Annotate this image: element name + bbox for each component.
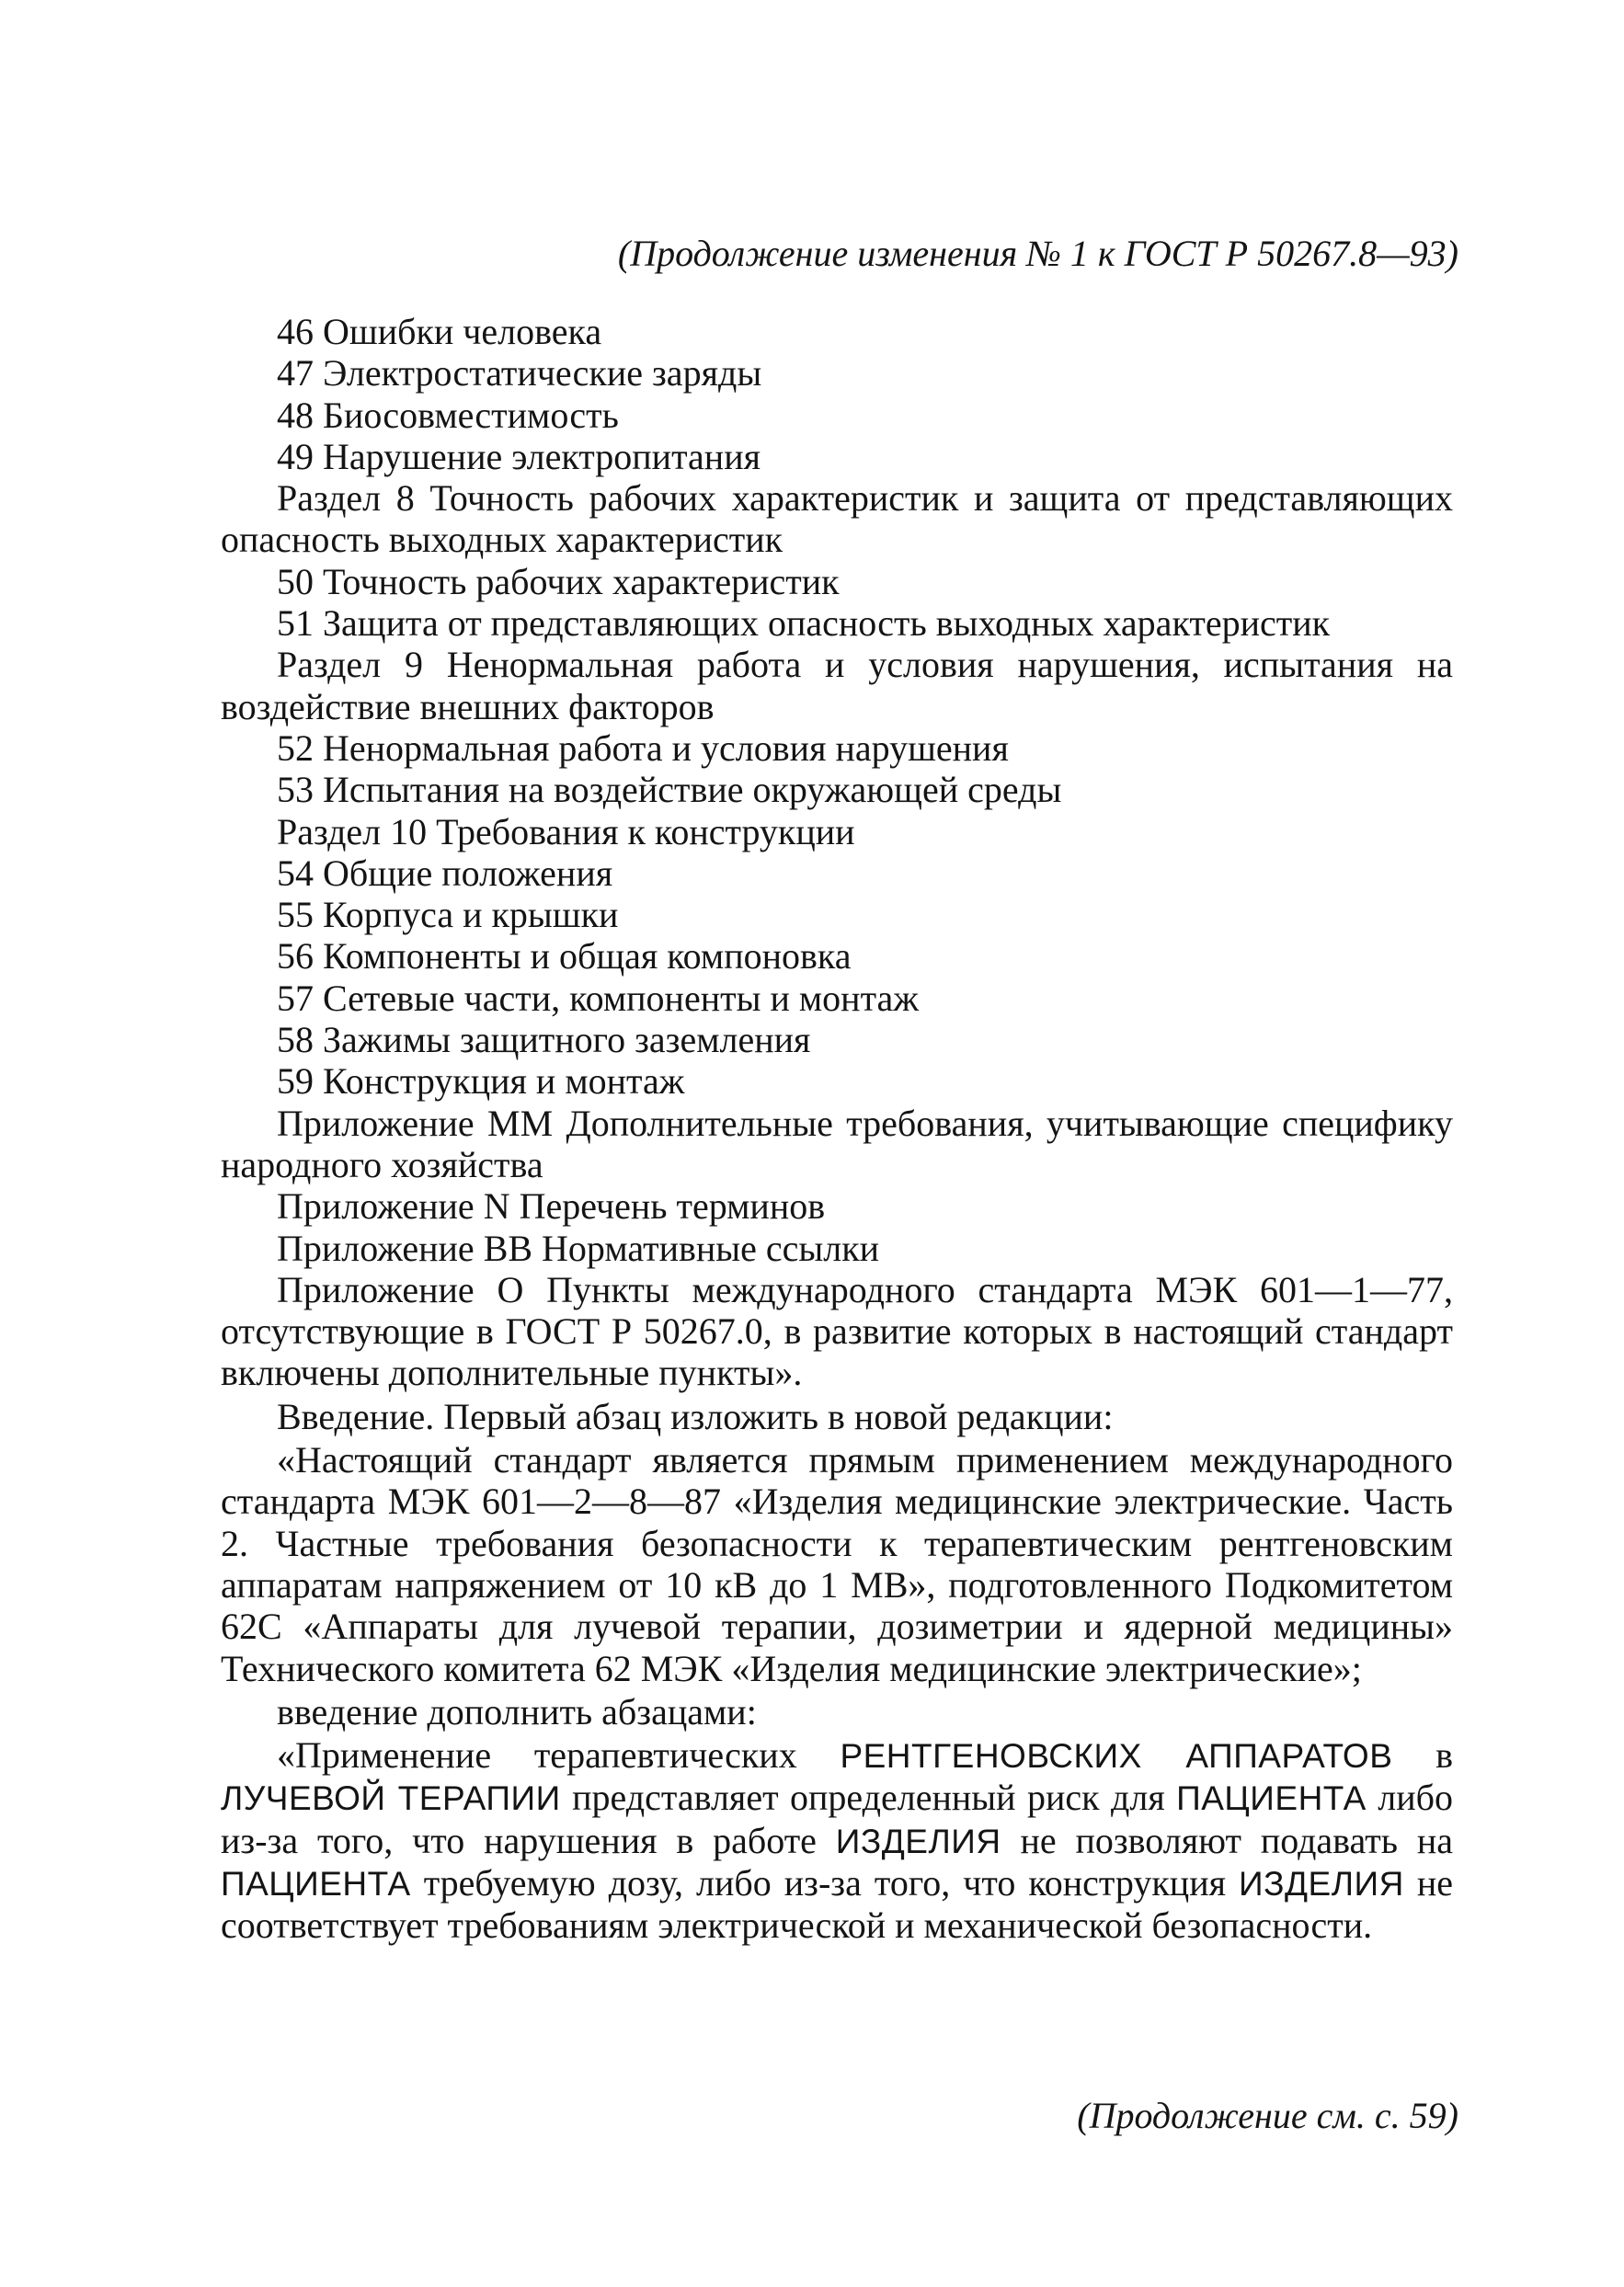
intro-instruction: Введение. Первый абзац изложить в новой редакции:: [277, 1395, 1114, 1437]
contents-section-heading: Раздел 8 Точность рабочих характеристик и защита от представляющих опасность выходных характеристик: [221, 477, 1453, 561]
text-run: не позволяют подавать на: [1001, 1819, 1453, 1861]
contents-line: 59 Конструкция и монтаж: [277, 1060, 685, 1103]
contents-appendix: Приложение N Перечень терминов: [277, 1185, 826, 1228]
term-caps: ПАЦИЕНТА: [1176, 1779, 1367, 1818]
continuation-footer: (Продолжение см. с. 59): [1077, 2095, 1458, 2136]
contents-line: 55 Корпуса и крышки: [277, 894, 619, 936]
text-run: либо из-за того, что нарушения в работе: [221, 1777, 1453, 1861]
contents-line: 50 Точность рабочих характеристик: [277, 560, 840, 602]
term-caps: ЛУЧЕВОЙ ТЕРАПИИ: [221, 1779, 561, 1818]
risk-paragraph: [221, 1734, 1453, 1946]
term-caps: ИЗДЕЛИЯ: [1239, 1864, 1404, 1903]
contents-line: 49 Нарушение электропитания: [277, 435, 761, 477]
running-header: (Продолжение изменения № 1 к ГОСТ Р 50267.8—93): [617, 233, 1458, 274]
term-caps: ИЗДЕЛИЯ: [835, 1822, 1001, 1860]
contents-appendix: Приложение ММ Дополнительные требования, учитывающие специфику народного хозяйства: [221, 1102, 1453, 1185]
term-caps: РЕНТГЕНОВСКИХ АППАРАТОВ: [840, 1737, 1393, 1776]
text-run: требуемую дозу, либо из-за того, что конструкция: [410, 1861, 1240, 1904]
contents-line: 48 Биосовместимость: [277, 394, 619, 436]
text-run: в: [1392, 1734, 1454, 1777]
contents-line: 47 Электростатические заряды: [277, 352, 762, 395]
term-caps: ПАЦИЕНТА: [221, 1864, 411, 1903]
document-body: [221, 311, 1453, 1947]
text-run: не соответствует требованиям электрической и механической безопасности.: [221, 1861, 1453, 1947]
contents-line: 56 Компоненты и общая компоновка: [277, 935, 852, 978]
new-first-paragraph: «Настоящий стандарт является прямым применением международного стандарта МЭК 601—2—8—87 «Изделия медицинские электрические. Часть 2. Частные требования безопасности к терапевтическим рентгеновским аппаратам напряжением от 10 кВ до 1 МВ», подготовленного Подкомитетом 62С «Аппараты для лучевой терапии, дозиметрии и ядерной медицины» Технического комитета 62 МЭК «Изделия медицинские электрические»;: [221, 1439, 1453, 1689]
contents-section-heading: Раздел 10 Требования к конструкции: [277, 810, 855, 852]
contents-line: 52 Ненормальная работа и условия нарушения: [277, 726, 1009, 769]
contents-line: 58 Зажимы защитного заземления: [277, 1019, 811, 1061]
contents-appendix: Приложение О Пункты международного стандарта МЭК 601—1—77, отсутствующие в ГОСТ Р 50267.0, в развитие которых в настоящий стандарт включены дополнительные пункты».: [221, 1268, 1453, 1394]
contents-line: 57 Сетевые части, компоненты и монтаж: [277, 977, 919, 1019]
contents-line: 53 Испытания на воздействие окружающей среды: [277, 769, 1062, 811]
supplement-instruction: введение дополнить абзацами:: [277, 1690, 757, 1732]
text-run: «Применение терапевтических: [277, 1734, 841, 1777]
text-run: представляет определенный риск для: [560, 1777, 1177, 1819]
contents-line: 51 Защита от представляющих опасность выходных характеристик: [277, 602, 1331, 645]
contents-section-heading: Раздел 9 Ненормальная работа и условия нарушения, испытания на воздействие внешних факторов: [221, 644, 1453, 727]
contents-line: 54 Общие положения: [277, 852, 613, 894]
contents-line: 46 Ошибки человека: [277, 311, 602, 352]
contents-appendix: Приложение ВВ Нормативные ссылки: [277, 1227, 880, 1269]
